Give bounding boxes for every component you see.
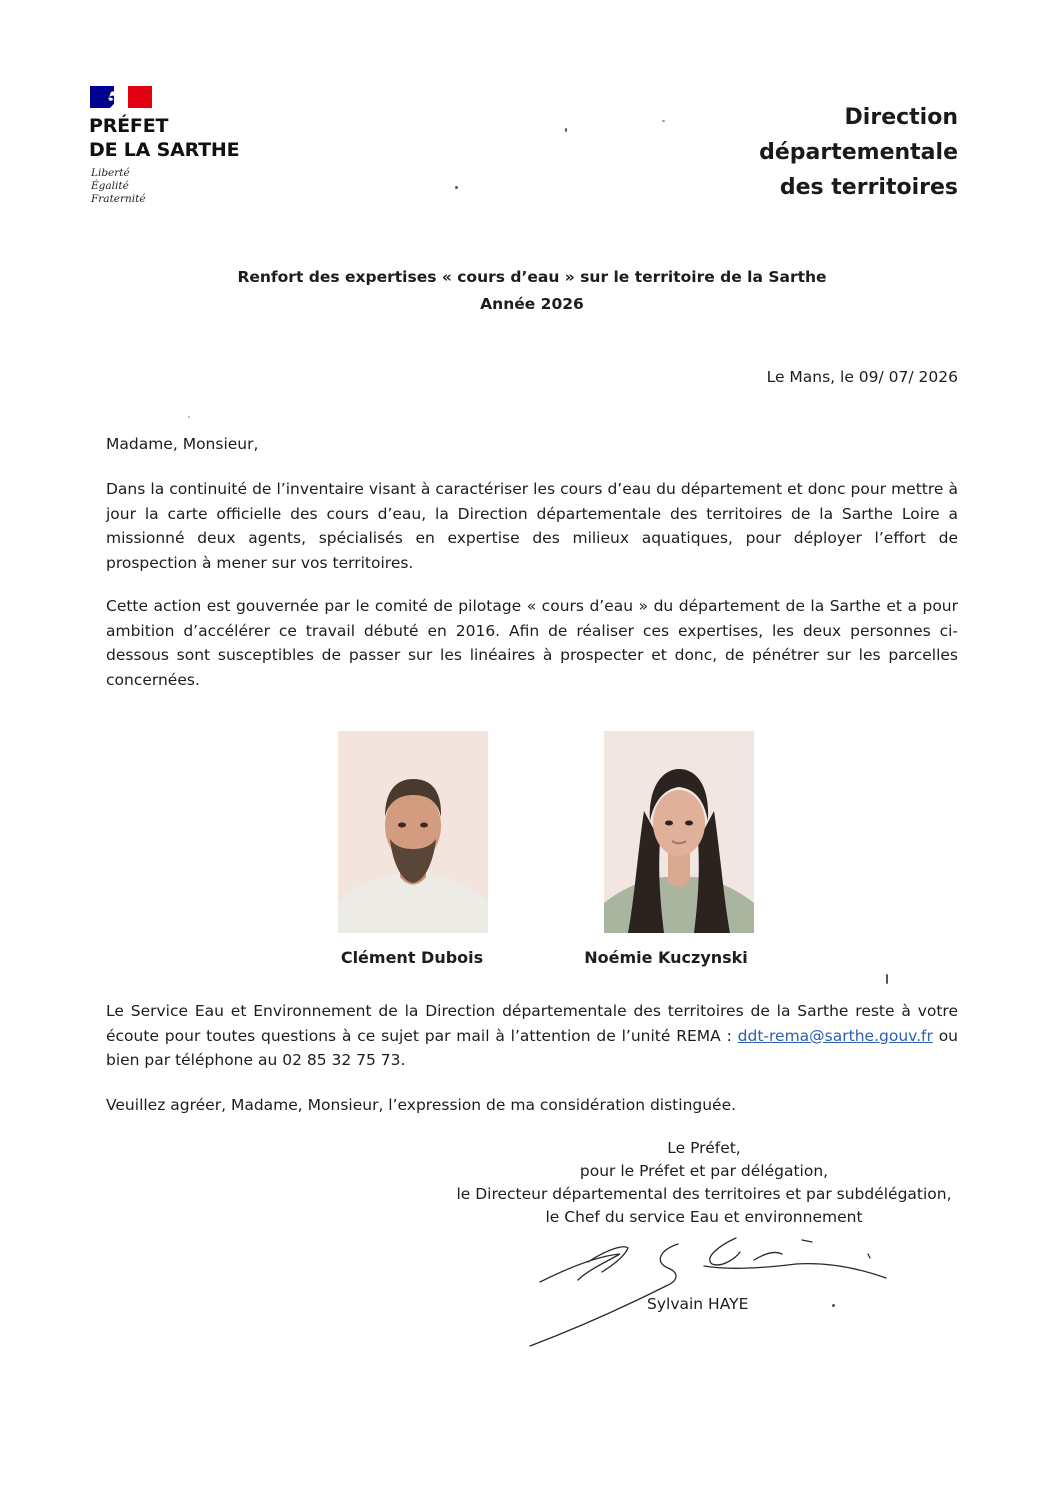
paragraph-3-text-after: ou bien par téléphone au 02 85 32 75 73. — [106, 1026, 959, 1069]
subject-line-1: Renfort des expertises « cours d’eau » sur le territoire de la Sarthe — [237, 268, 827, 286]
marianne-logo-icon — [90, 86, 152, 108]
agent-photo-1 — [338, 731, 488, 933]
scan-speck — [455, 186, 458, 189]
sign-line-1: Le Préfet, — [667, 1139, 741, 1157]
paragraph-3-text-before: Le Service Eau et Environnement de la Direction départementale des territoires de la Sarthe reste à votre écoute pour toutes questions à ce sujet par mail à l’attention de l’unité REMA : — [106, 1002, 958, 1045]
motto-egalite: Égalité — [91, 180, 129, 192]
prefet-line-1: PRÉFET — [89, 115, 169, 137]
letter-date: Le Mans, le 09/ 07/ 2026 — [766, 368, 958, 386]
direction-line-1: Direction — [844, 105, 958, 130]
signer-name: Sylvain HAYE — [647, 1295, 749, 1313]
motto-liberte: Liberté — [91, 167, 130, 179]
salutation: Madame, Monsieur, — [106, 435, 259, 453]
sign-line-4: le Chef du service Eau et environnement — [545, 1208, 863, 1226]
closing-formula: Veuillez agréer, Madame, Monsieur, l’expression de ma considération distinguée. — [106, 1096, 737, 1114]
sign-line-2: pour le Préfet et par délégation, — [579, 1162, 829, 1180]
scan-speck — [886, 974, 888, 984]
paragraph-2: Cette action est gouvernée par le comité de pilotage « cours d’eau » du département de la Sarthe et a pour ambition d’accélérer ce travail débuté en 2016. Afin de réaliser ces expertises, les deux personnes ci-dessous sont susceptibles de passer sur les linéaires à prospecter et donc, de pénétrer sur les parcelles concernées. — [106, 597, 958, 689]
scan-speck — [188, 416, 190, 418]
sign-line-3: le Directeur départemental des territoires et par subdélégation, — [456, 1185, 952, 1203]
letter-subject — [150, 264, 914, 318]
republic-motto — [91, 167, 146, 206]
paragraph-1: Dans la continuité de l’inventaire visant à caractériser les cours d’eau du département et donc pour mettre à jour la carte officielle des cours d’eau, la Direction départementale des territoires de la Sarthe Loire a missionné deux agents, spécialisés en expertise des milieux aquatiques, pour déployer l’effort de prospection à mener sur vos territoires. — [106, 480, 958, 572]
agent-name-2: Noémie Kuczynski — [584, 948, 748, 967]
agent-photo-2 — [604, 731, 754, 933]
scan-speck — [832, 1304, 835, 1307]
prefet-line-2: DE LA SARTHE — [89, 139, 240, 161]
direction-title — [759, 100, 958, 205]
paragraph-3 — [106, 999, 958, 1073]
agent-name-1: Clément Dubois — [340, 948, 484, 967]
subject-line-2: Année 2026 — [480, 295, 584, 313]
scan-speck — [662, 120, 665, 122]
scan-speck — [565, 128, 567, 132]
handwritten-signature-icon — [528, 1228, 898, 1348]
prefecture-title — [89, 114, 239, 162]
motto-fraternite: Fraternité — [91, 193, 146, 205]
signature-block — [400, 1137, 1008, 1229]
rema-email-link[interactable]: ddt-rema@sarthe.gouv.fr — [737, 1026, 933, 1045]
direction-line-3: des territoires — [779, 175, 958, 200]
direction-line-2: départementale — [759, 140, 958, 165]
